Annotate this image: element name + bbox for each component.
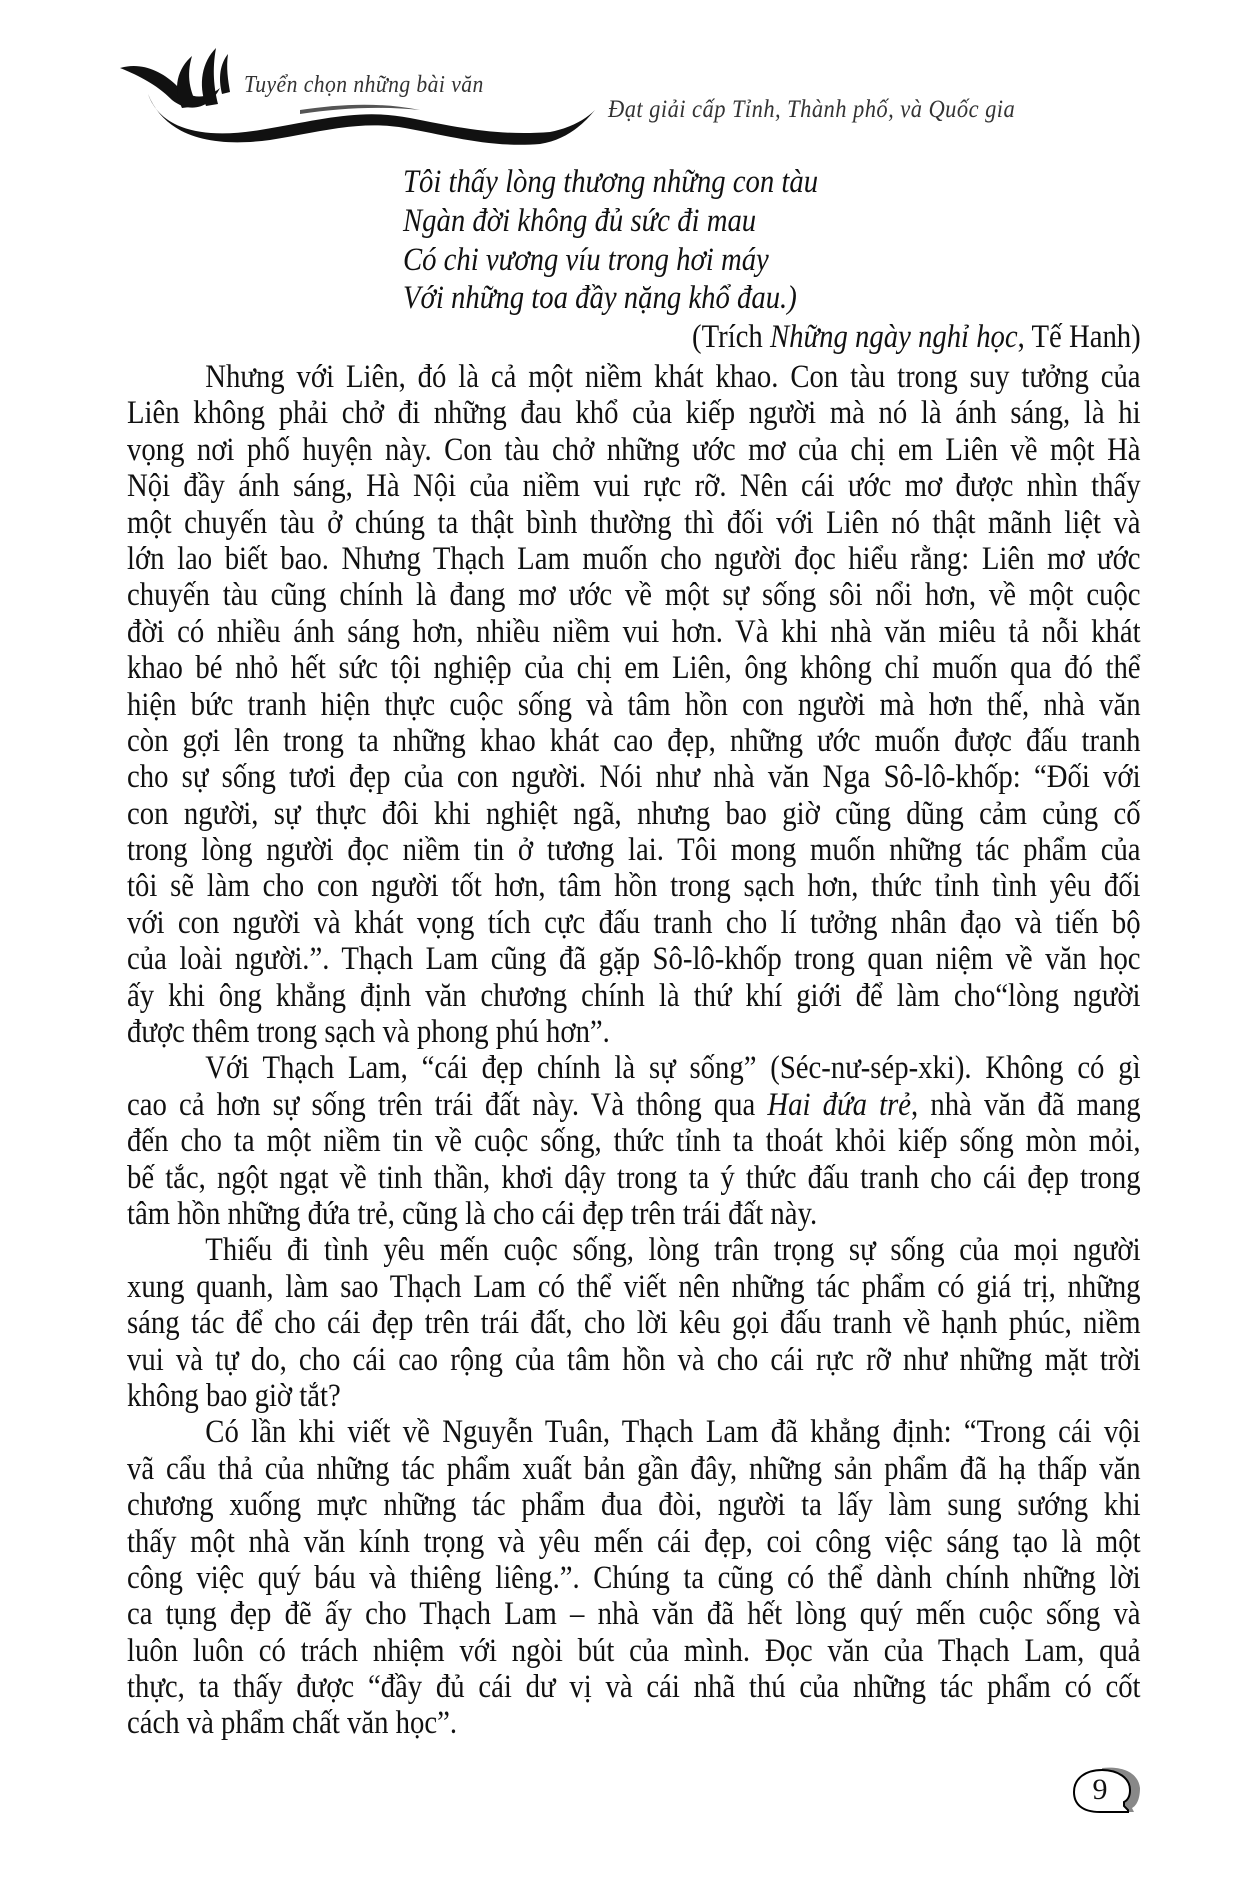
citation-prefix: (Trích — [692, 319, 771, 355]
text-line: được thêm trong sạch và phong phú hơn”. — [127, 1014, 610, 1051]
text-segment: , nhà văn đã mang — [911, 1086, 1141, 1123]
text-line: Với Thạch Lam, “cái đẹp chính là sự sống” (Séc-nư-sép-xki). Không có gì — [205, 1050, 1141, 1087]
poem-line: Với những toa đầy nặng khổ đau.) — [403, 280, 797, 317]
text-line: tâm hồn những đứa trẻ, cũng là cho cái đẹp trên trái đất này. — [127, 1195, 818, 1232]
italic-title: Hai đứa trẻ — [767, 1086, 912, 1123]
page-header — [0, 0, 1260, 160]
text-line: Nội đầy ánh sáng, Hà Nội của niềm vui rực rỡ. Nên cái ước mơ được nhìn thấy — [127, 468, 1141, 505]
text-line: chuyến tàu cũng chính là đang mơ ước về một sự sống sôi nổi hơn, về một cuộc — [127, 577, 1141, 614]
text-line: vọng nơi phố huyện này. Con tàu chở những ước mơ của chị em Liên về một Hà — [127, 431, 1141, 468]
text-line: công việc quý báu và thiêng liêng.”. Chúng ta cũng có thể dành chính những lời — [127, 1559, 1141, 1596]
text-line: Nhưng với Liên, đó là cả một niềm khát khao. Con tàu trong suy tưởng của — [205, 359, 1141, 395]
text-line: sáng tác để cho cái đẹp trên trái đất, cho lời kêu gọi đấu tranh về hạnh phúc, niềm — [127, 1305, 1141, 1342]
text-line: vui và tự do, cho cái cao rộng của tâm hồn và cho cái rực rỡ như những mặt trời — [127, 1341, 1141, 1378]
text-line: thực, ta thấy được “đầy đủ cái dư vị và cái nhã thú của những tác phẩm có cốt — [127, 1669, 1141, 1706]
text-line: trong lòng người đọc niềm tin ở tương lai. Tôi mong muốn những tác phẩm của — [127, 832, 1141, 869]
text-line: vã cẩu thả của những tác phẩm xuất bản gần đây, những sản phẩm đã hạ thấp văn — [127, 1450, 1141, 1487]
text-line: của loài người.”. Thạch Lam cũng đã gặp Sô-lô-khốp trong quan niệm về văn học — [127, 941, 1141, 978]
text-line: đời có nhiều ánh sáng hơn, nhiều niềm vui hơn. Và khi nhà văn miêu tả nỗi khát — [127, 613, 1141, 650]
citation-title: Những ngày nghỉ học — [770, 319, 1018, 355]
text-line: không bao giờ tắt? — [127, 1377, 341, 1414]
text-segment: cao cả hơn sự sống trên trái đất này. Và thông qua — [127, 1086, 768, 1123]
text-line: khao bé nhỏ hết sức tội nghiệp của chị em Liên, ông không chỉ muốn qua đó thể — [127, 650, 1141, 687]
header-title-left: Tuyển chọn những bài văn — [244, 72, 484, 98]
citation-suffix: , Tế Hanh) — [1017, 319, 1141, 355]
text-line: hiện bức tranh hiện thực cuộc sống và tâm hồn con người mà hơn thế, nhà văn — [127, 686, 1141, 723]
page-number-badge — [1072, 1766, 1152, 1818]
header-title-right: Đạt giải cấp Tỉnh, Thành phố, và Quốc gia — [608, 96, 1016, 123]
text-line: một chuyến tàu ở chúng ta thật bình thường thì đối với Liên nó thật mãnh liệt và — [127, 504, 1141, 541]
body-text — [127, 359, 1141, 1742]
text-line: thấy một nhà văn kính trọng và yêu mến cái đẹp, coi công việc sáng tạo là một — [127, 1523, 1141, 1560]
text-line: con người, sự thực đôi khi nghiệt ngã, nhưng bao giờ cũng dũng cảm củng cố — [127, 795, 1141, 832]
text-line: tôi sẽ làm cho con người tốt hơn, tâm hồn trong sạch hơn, thức tỉnh tình yêu đối — [127, 868, 1141, 905]
text-line: lớn lao biết bao. Nhưng Thạch Lam muốn cho người đọc hiểu rằng: Liên mơ ước — [127, 540, 1141, 577]
text-line — [127, 1087, 1141, 1123]
text-line: chương xuống mực những tác phẩm đua đòi, người ta lấy làm sung sướng khi — [127, 1487, 1141, 1524]
text-line: với con người và khát vọng tích cực đấu tranh cho lí tưởng nhân đạo và tiến bộ — [127, 904, 1141, 941]
text-line: cách và phẩm chất văn học”. — [127, 1705, 458, 1742]
poem-line: Ngàn đời không đủ sức đi mau — [403, 202, 757, 239]
text-line: luôn luôn có trách nhiệm với ngòi bút của mình. Đọc văn của Thạch Lam, quả — [127, 1632, 1141, 1669]
text-line: bế tắc, ngột ngạt về tinh thần, khơi dậy trong ta ý thức đấu tranh cho cái đẹp trong — [127, 1159, 1141, 1196]
text-line: xung quanh, làm sao Thạch Lam có thể viết nên những tác phẩm có giá trị, những — [127, 1268, 1141, 1305]
poem-line: Tôi thấy lòng thương những con tàu — [403, 164, 819, 200]
text-line: còn gợi lên trong ta những khao khát cao đẹp, những ước muốn được đấu tranh — [127, 722, 1141, 759]
poem-line: Có chi vương víu trong hơi máy — [403, 241, 769, 278]
text-line: Thiếu đi tình yêu mến cuộc sống, lòng trân trọng sự sống của mọi người — [205, 1232, 1141, 1269]
text-line: Liên không phải chở đi những đau khổ của kiếp người mà nó là ánh sáng, là hi — [127, 395, 1141, 432]
poem-quote — [403, 163, 880, 318]
text-line: Có lần khi viết về Nguyễn Tuân, Thạch Lam đã khẳng định: “Trong cái vội — [205, 1414, 1141, 1451]
page-number: 9 — [1092, 1773, 1108, 1806]
text-line: ấy khi ông khẳng định văn chương chính là thứ khí giới để làm cho“lòng người — [127, 977, 1141, 1014]
poem-citation — [692, 318, 1141, 356]
text-line: đến cho ta một niềm tin về cuộc sống, thức tỉnh ta thoát khỏi kiếp sống mòn mỏi, — [127, 1123, 1141, 1160]
text-line: ca tụng đẹp đẽ ấy cho Thạch Lam – nhà văn đã hết lòng quý mến cuộc sống và — [127, 1596, 1141, 1633]
text-line: cho sự sống tươi đẹp của con người. Nói như nhà văn Nga Sô-lô-khốp: “Đối với — [127, 759, 1141, 796]
